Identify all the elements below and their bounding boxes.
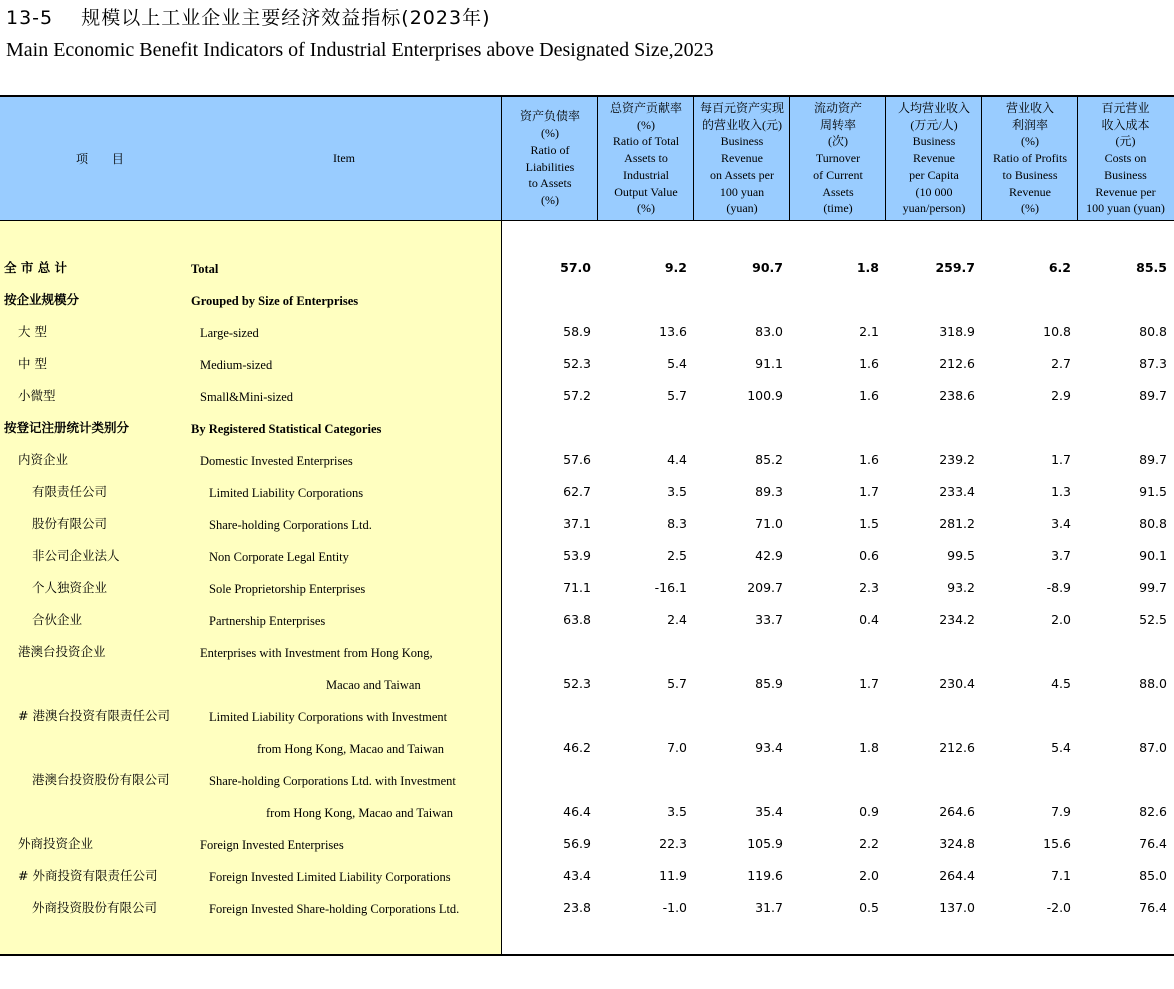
table-row <box>0 572 1174 604</box>
header-line: Assets to <box>624 151 668 166</box>
cell-value: 2.9 <box>1051 388 1071 403</box>
cell-value: 99.7 <box>1139 580 1167 595</box>
header-column <box>982 98 1078 219</box>
cell-value: 1.7 <box>859 676 879 691</box>
cell-value: 5.4 <box>1051 740 1071 755</box>
row-label-cn: 内资企业 <box>18 452 69 467</box>
cell-value: 76.4 <box>1139 900 1167 915</box>
row-label-cn: 有限责任公司 <box>32 484 108 499</box>
header-line: 资产负债率 <box>519 109 580 124</box>
table-row <box>0 348 1174 380</box>
cell-value: 212.6 <box>939 740 975 755</box>
cell-value: 7.1 <box>1051 868 1071 883</box>
cell-value: 3.7 <box>1051 548 1071 563</box>
cell-value: 80.8 <box>1139 324 1167 339</box>
cell-value: 212.6 <box>939 356 975 371</box>
cell-value: 52.3 <box>563 676 591 691</box>
header-line: to Business <box>1002 167 1058 182</box>
cell-value: 90.7 <box>752 260 783 275</box>
cell-value: 2.0 <box>1051 612 1071 627</box>
header-line: (10 000 <box>915 184 953 199</box>
cell-value: 35.4 <box>755 804 783 819</box>
cell-value: 89.7 <box>1139 388 1167 403</box>
cell-value: 99.5 <box>947 548 975 563</box>
table-row <box>0 764 1174 796</box>
cell-value: 2.3 <box>859 580 879 595</box>
header-item-en: Item <box>333 151 355 165</box>
row-label-en: Large-sized <box>200 326 259 340</box>
header-column <box>1078 98 1173 219</box>
cell-value: 2.0 <box>859 868 879 883</box>
cell-value: 2.4 <box>667 612 687 627</box>
cell-value: 83.0 <box>755 324 783 339</box>
header-item-cn: 项 目 <box>76 152 134 166</box>
cell-value: 89.3 <box>755 484 783 499</box>
table-row <box>0 476 1174 508</box>
header-line: Revenue <box>1009 184 1051 199</box>
cell-value: -16.1 <box>654 580 687 595</box>
cell-value: 57.6 <box>563 452 591 467</box>
cell-value: 5.7 <box>667 676 687 691</box>
cell-value: 71.1 <box>563 580 591 595</box>
cell-value: 87.3 <box>1139 356 1167 371</box>
cell-value: 63.8 <box>563 612 591 627</box>
header-line: 营业收入 <box>1005 100 1054 115</box>
row-label-en: Domestic Invested Enterprises <box>200 454 353 468</box>
table-row <box>0 380 1174 412</box>
cell-value: 85.2 <box>755 452 783 467</box>
header-line: (%) <box>637 201 655 216</box>
cell-value: 8.3 <box>667 516 687 531</box>
cell-value: 82.6 <box>1139 804 1167 819</box>
header-line: Turnover <box>815 151 861 166</box>
cell-value: 58.9 <box>563 324 591 339</box>
header-line: Business <box>912 134 956 149</box>
cell-value: 1.7 <box>1051 452 1071 467</box>
row-label-cn: 中 型 <box>18 356 47 371</box>
cell-value: 119.6 <box>747 868 783 883</box>
cell-value: 10.8 <box>1043 324 1071 339</box>
header-line: (%) <box>1021 201 1039 216</box>
header-line: Revenue per <box>1095 184 1156 199</box>
cell-value: 1.8 <box>856 260 879 275</box>
row-label-cn: 外商投资股份有限公司 <box>32 900 158 915</box>
row-label-en: Macao and Taiwan <box>326 678 421 692</box>
cell-value: 0.9 <box>859 804 879 819</box>
table-row <box>0 700 1174 732</box>
header-line: Ratio of Profits <box>993 151 1067 166</box>
row-label-cn: 港澳台投资股份有限公司 <box>32 772 170 787</box>
cell-value: 13.6 <box>659 324 687 339</box>
row-label-en: Small&Mini-sized <box>200 390 294 404</box>
cell-value: 209.7 <box>747 580 783 595</box>
header-column <box>790 98 886 219</box>
header-line: 收入成本 <box>1101 117 1150 132</box>
cell-value: 56.9 <box>563 836 591 851</box>
cell-value: 93.4 <box>755 740 783 755</box>
cell-value: 52.5 <box>1139 612 1167 627</box>
table-row <box>0 508 1174 540</box>
cell-value: 137.0 <box>939 900 975 915</box>
cell-value: 7.0 <box>667 740 687 755</box>
row-label-en: from Hong Kong, Macao and Taiwan <box>266 806 454 820</box>
table-row <box>0 860 1174 892</box>
header-line: (%) <box>541 193 559 208</box>
cell-value: 1.5 <box>859 516 879 531</box>
header-line: Revenue <box>913 151 955 166</box>
header-rule <box>0 220 1174 221</box>
table-row <box>0 316 1174 348</box>
row-label-en: Foreign Invested Enterprises <box>200 838 344 852</box>
cell-value: 238.6 <box>939 388 975 403</box>
row-label-cn: 小微型 <box>18 388 56 403</box>
header-line: (次) <box>828 134 848 149</box>
cell-value: 91.1 <box>755 356 783 371</box>
cell-value: 1.6 <box>859 388 879 403</box>
cell-value: 80.8 <box>1139 516 1167 531</box>
cell-value: 90.1 <box>1139 548 1167 563</box>
cell-value: 91.5 <box>1139 484 1167 499</box>
row-label-cn: 按登记注册统计类别分 <box>4 420 130 435</box>
header-line: Costs on <box>1104 151 1147 166</box>
cell-value: 87.0 <box>1139 740 1167 755</box>
cell-value: 6.2 <box>1048 260 1071 275</box>
top-rule <box>0 95 1174 97</box>
cell-value: 100.9 <box>747 388 783 403</box>
cell-value: 88.0 <box>1139 676 1167 691</box>
header-column <box>694 98 790 219</box>
header-column <box>598 98 694 219</box>
header-line: (元) <box>1115 134 1136 149</box>
row-label-cn: 按企业规模分 <box>4 292 80 307</box>
header-column-divider <box>693 97 694 220</box>
cell-value: 2.7 <box>1051 356 1071 371</box>
cell-value: 239.2 <box>939 452 975 467</box>
cell-value: 2.1 <box>859 324 879 339</box>
header-line: per Capita <box>909 167 959 182</box>
cell-value: 57.0 <box>560 260 591 275</box>
row-label-cn: 大 型 <box>18 324 47 339</box>
cell-value: 1.3 <box>1051 484 1071 499</box>
cell-value: 2.2 <box>859 836 879 851</box>
cell-value: 71.0 <box>755 516 783 531</box>
header-line: Revenue <box>721 151 763 166</box>
header-line: (%) <box>637 117 655 132</box>
header-line: 100 yuan (yuan) <box>1086 201 1165 216</box>
cell-value: 1.8 <box>859 740 879 755</box>
table-row <box>0 444 1174 476</box>
header-line: (yuan) <box>726 201 758 216</box>
cell-value: 3.5 <box>667 804 687 819</box>
row-label-en: Grouped by Size of Enterprises <box>191 294 359 308</box>
row-label-cn: 外商投资企业 <box>18 836 94 851</box>
cell-value: 4.4 <box>667 452 687 467</box>
cell-value: 57.2 <box>563 388 591 403</box>
cell-value: 5.4 <box>667 356 687 371</box>
row-label-cn: # 外商投资有限责任公司 <box>18 868 158 883</box>
cell-value: 46.2 <box>563 740 591 755</box>
cell-value: 52.3 <box>563 356 591 371</box>
row-label-en: Enterprises with Investment from Hong Kong, <box>200 646 433 660</box>
row-label-en: Share-holding Corporations Ltd. <box>209 518 372 532</box>
cell-value: 46.4 <box>563 804 591 819</box>
header-line: of Current <box>813 167 863 182</box>
row-label-en: Limited Liability Corporations with Investment <box>209 710 448 724</box>
header-column <box>886 98 982 219</box>
cell-value: 93.2 <box>947 580 975 595</box>
header-line: 的营业收入(元) <box>702 117 782 132</box>
row-label-en: Limited Liability Corporations <box>209 486 364 500</box>
table-row <box>0 252 1174 284</box>
row-label-en: Medium-sized <box>200 358 273 372</box>
header-line: Industrial <box>623 167 669 182</box>
cell-value: 1.7 <box>859 484 879 499</box>
row-label-en: Foreign Invested Limited Liability Corporations <box>209 870 451 884</box>
cell-value: 37.1 <box>563 516 591 531</box>
header-line: 100 yuan <box>719 184 765 199</box>
row-label-cn: 股份有限公司 <box>32 516 108 531</box>
row-label-en: Foreign Invested Share-holding Corporations Ltd. <box>209 902 460 916</box>
table-row <box>0 796 1174 828</box>
header-line: (%) <box>541 125 559 140</box>
row-label-cn: # 港澳台投资有限责任公司 <box>18 708 170 723</box>
header-line: Liabilities <box>525 159 575 174</box>
table-row <box>0 828 1174 860</box>
cell-value: 42.9 <box>755 548 783 563</box>
cell-value: 3.4 <box>1051 516 1071 531</box>
header-line: yuan/person) <box>902 201 966 216</box>
header-column-divider <box>981 97 982 220</box>
cell-value: -2.0 <box>1046 900 1071 915</box>
cell-value: -1.0 <box>662 900 687 915</box>
cell-value: 0.4 <box>859 612 879 627</box>
cell-value: 3.5 <box>667 484 687 499</box>
header-line: 总资产贡献率 <box>609 100 682 115</box>
row-label-en: Sole Proprietorship Enterprises <box>209 582 366 596</box>
cell-value: 264.6 <box>939 804 975 819</box>
header-line: Business <box>720 134 764 149</box>
bottom-rule <box>0 954 1174 956</box>
header-line: 每百元资产实现 <box>699 100 784 115</box>
header-line: Business <box>1104 167 1147 182</box>
cell-value: 9.2 <box>664 260 687 275</box>
header-column-divider <box>597 97 598 220</box>
cell-value: 0.6 <box>859 548 879 563</box>
cell-value: 85.9 <box>755 676 783 691</box>
cell-value: 85.5 <box>1136 260 1167 275</box>
cell-value: 105.9 <box>747 836 783 851</box>
cell-value: 85.0 <box>1139 868 1167 883</box>
cell-value: 2.5 <box>667 548 687 563</box>
cell-value: 31.7 <box>755 900 783 915</box>
cell-value: 318.9 <box>939 324 975 339</box>
cell-value: 233.4 <box>939 484 975 499</box>
cell-value: 62.7 <box>563 484 591 499</box>
table-row <box>0 284 1174 316</box>
header-line: (time) <box>823 201 853 216</box>
header-line: 百元营业 <box>1101 100 1150 115</box>
cell-value: 5.7 <box>667 388 687 403</box>
row-label-en: Share-holding Corporations Ltd. with Investment <box>209 774 456 788</box>
cell-value: 4.5 <box>1051 676 1071 691</box>
row-label-en: Non Corporate Legal Entity <box>209 550 349 564</box>
header-line: on Assets per <box>710 167 774 182</box>
row-label-en: Total <box>191 262 219 276</box>
row-label-cn: 合伙企业 <box>32 612 83 627</box>
table-row <box>0 732 1174 764</box>
row-label-cn: 非公司企业法人 <box>32 548 120 563</box>
cell-value: 23.8 <box>563 900 591 915</box>
cell-value: 43.4 <box>563 868 591 883</box>
header-line: Ratio of <box>530 142 570 157</box>
cell-value: 89.7 <box>1139 452 1167 467</box>
table-row <box>0 540 1174 572</box>
cell-value: 7.9 <box>1051 804 1071 819</box>
header-column-divider <box>1077 97 1078 220</box>
row-label-cn: 全 市 总 计 <box>4 260 68 275</box>
table-title-en: Main Economic Benefit Indicators of Industrial Enterprises above Designated Size,2023 <box>6 39 714 61</box>
row-label-cn: 港澳台投资企业 <box>18 644 106 659</box>
cell-value: 15.6 <box>1043 836 1071 851</box>
header-line: Output Value <box>614 184 678 199</box>
header-column-divider <box>885 97 886 220</box>
cell-value: 230.4 <box>939 676 975 691</box>
header-line: 流动资产 <box>813 100 862 115</box>
header-column <box>502 98 598 219</box>
row-label-cn: 个人独资企业 <box>32 580 108 595</box>
cell-value: 76.4 <box>1139 836 1167 851</box>
cell-value: 281.2 <box>939 516 975 531</box>
cell-value: 324.8 <box>939 836 975 851</box>
cell-value: 53.9 <box>563 548 591 563</box>
header-line: Ratio of Total <box>612 134 680 149</box>
cell-value: 33.7 <box>755 612 783 627</box>
table-row <box>0 412 1174 444</box>
cell-value: 1.6 <box>859 452 879 467</box>
table-title-cn: 13-5 规模以上工业企业主要经济效益指标(2023年) <box>6 7 491 29</box>
header-line: 周转率 <box>819 117 856 132</box>
row-label-en: Partnership Enterprises <box>209 614 326 628</box>
cell-value: -8.9 <box>1046 580 1071 595</box>
cell-value: 264.4 <box>939 868 975 883</box>
row-label-en: from Hong Kong, Macao and Taiwan <box>257 742 445 756</box>
cell-value: 22.3 <box>659 836 687 851</box>
table-row <box>0 892 1174 924</box>
header-line: 人均营业收入 <box>897 100 970 115</box>
label-divider <box>501 97 502 954</box>
header-line: (%) <box>1021 134 1039 149</box>
row-label-en: By Registered Statistical Categories <box>191 422 382 436</box>
header-line: 利润率 <box>1011 117 1048 132</box>
cell-value: 259.7 <box>935 260 975 275</box>
cell-value: 0.5 <box>859 900 879 915</box>
table-row <box>0 604 1174 636</box>
header-line: to Assets <box>528 176 572 191</box>
cell-value: 1.6 <box>859 356 879 371</box>
table-row <box>0 636 1174 668</box>
cell-value: 11.9 <box>659 868 687 883</box>
table-row <box>0 668 1174 700</box>
header-line: (万元/人) <box>910 117 958 132</box>
header-column-divider <box>789 97 790 220</box>
header-line: Assets <box>822 184 854 199</box>
cell-value: 234.2 <box>939 612 975 627</box>
